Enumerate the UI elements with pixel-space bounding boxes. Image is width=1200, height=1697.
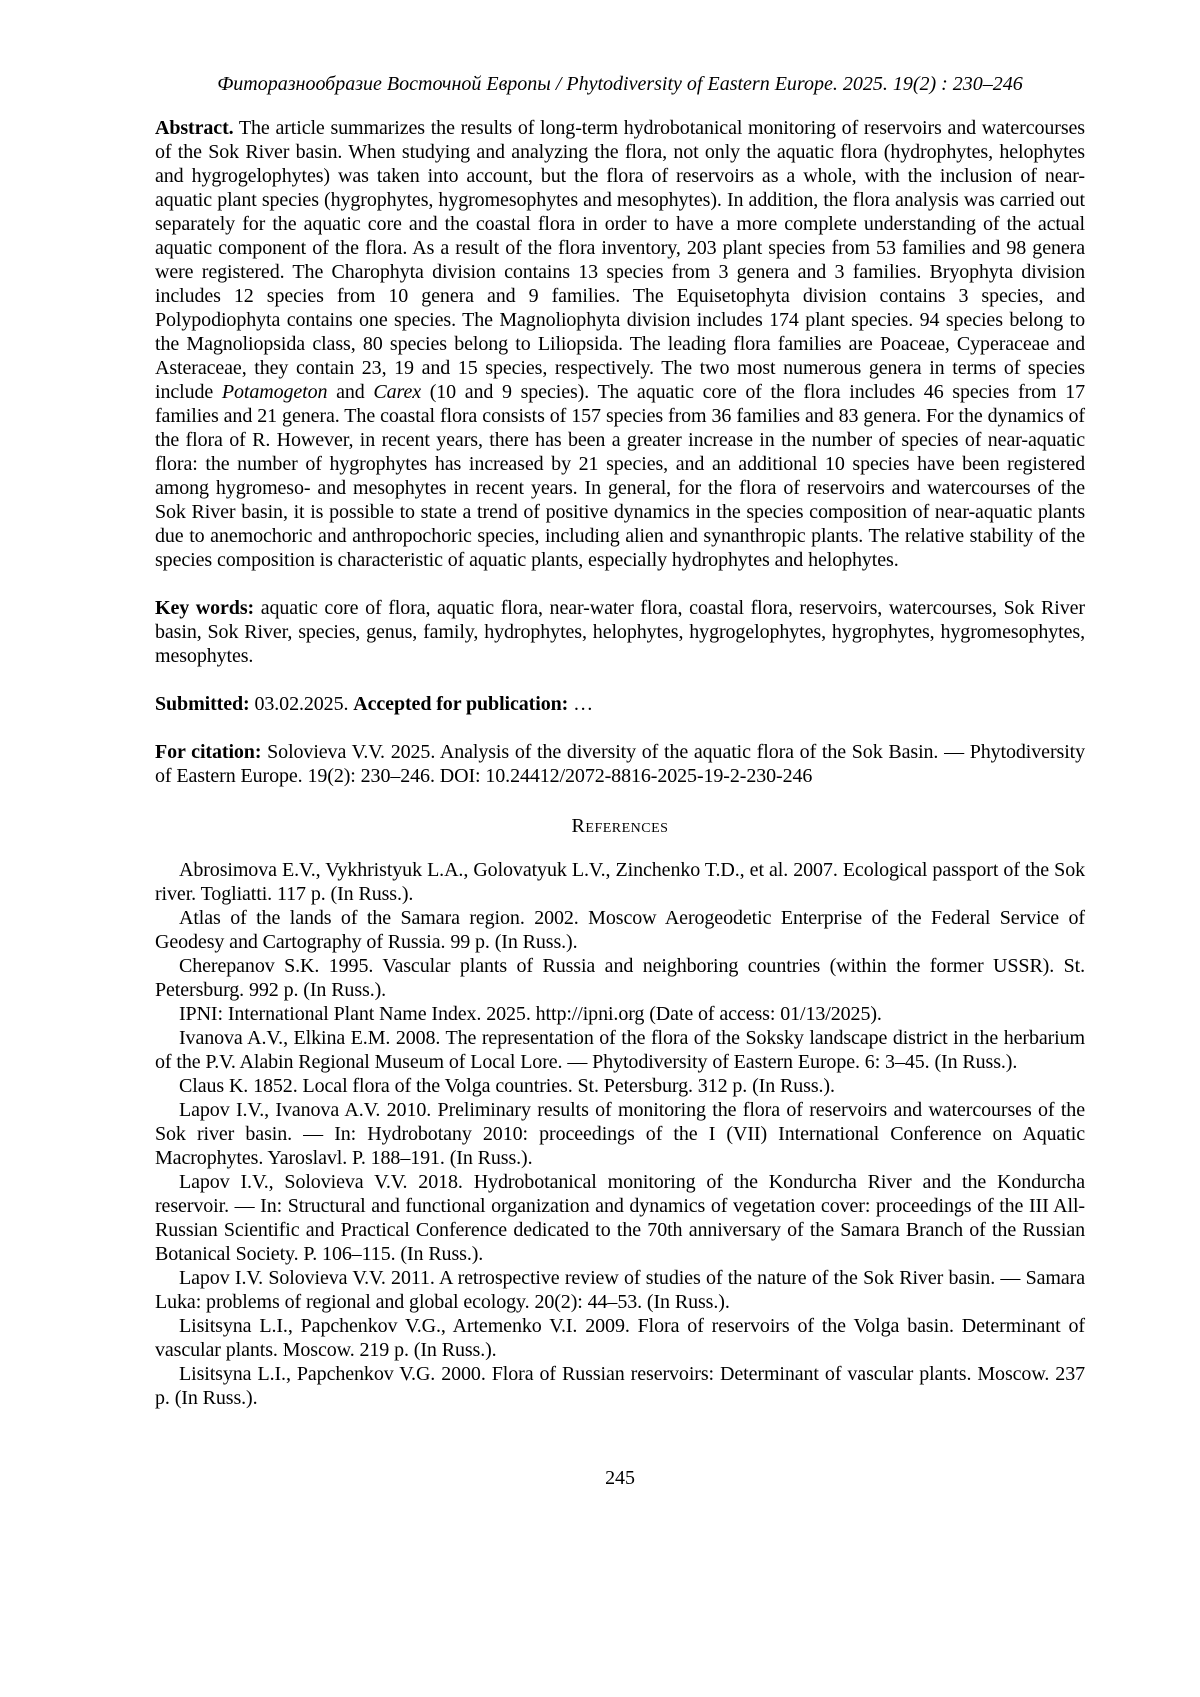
accepted-label: Accepted for publication: [353, 693, 569, 715]
reference-item: Lapov I.V. Solovieva V.V. 2011. A retrospective review of studies of the nature of the Sok River basin. — Samara Luka: problems of regional and global ecology. 20(2): 44–53. (In Russ.). [155, 1267, 1085, 1313]
running-head: Фиторазнообразие Восточной Европы / Phytodiversity of Eastern Europe. 2025. 19(2) : 230–246 [217, 73, 1023, 95]
reference-item: Abrosimova E.V., Vykhristyuk L.A., Golovatyuk L.V., Zinchenko T.D., et al. 2007. Ecological passport of the Sok river. Togliatti. 117 p. (In Russ.). [155, 859, 1085, 905]
abstract-text-3: (10 and 9 species). The aquatic core of the flora includes 46 species from 17 families and 21 genera. The coastal flora consists of 157 species from 36 families and 83 genera. For the dynamics of the flora of R. However, in recent years, there has been a greater increase in the number of species of near-aquatic flora: the number of hygrophytes has increased by 21 species, and an additional 10 species have been registered among hygromeso- and mesophytes in recent years. In general, for the flora of reservoirs and watercourses of the Sok River basin, it is possible to state a trend of positive dynamics in the species composition of near-aquatic plants due to anemochoric and anthropochoric species, including alien and synanthropic plants. The relative stability of the species composition is characteristic of aquatic plants, especially hydrophytes and helophytes. [155, 381, 1085, 571]
reference-item: Lapov I.V., Solovieva V.V. 2018. Hydrobotanical monitoring of the Kondurcha River and the Kondurcha reservoir. — In: Structural and functional organization and dynamics of vegetation cover: proceedings of the III All-Russian Scientific and Practical Conference dedicated to the 70th anniversary of the Samara Branch of the Russian Botanical Society. P. 106–115. (In Russ.). [155, 1171, 1085, 1265]
abstract-paragraph [155, 116, 1085, 572]
reference-item: Ivanova A.V., Elkina E.M. 2008. The representation of the flora of the Soksky landscape district in the herbarium of the P.V. Alabin Regional Museum of Local Lore. — Phytodiversity of Eastern Europe. 6: 3–45. (In Russ.). [155, 1027, 1085, 1073]
keywords-text: aquatic core of flora, aquatic flora, near-water flora, coastal flora, reservoirs, watercourses, Sok River basin, Sok River, species, genus, family, hydrophytes, helophytes, hygrogelophytes, hygrophytes, hygromesophytes, mesophytes. [155, 597, 1085, 667]
keywords-label: Key words: [155, 597, 255, 619]
abstract-text-1: The article summarizes the results of long-term hydrobotanical monitoring of reservoirs and watercourses of the Sok River basin. When studying and analyzing the flora, not only the aquatic flora (hydrophytes, helophytes and hygrogelophytes) was taken into account, but the flora of reservoirs as a whole, with the inclusion of near-aquatic plant species (hygrophytes, hygromesophytes and mesophytes). In addition, the flora analysis was carried out separately for the aquatic core and the coastal flora in order to have a more complete understanding of the actual aquatic component of the flora. As a result of the flora inventory, 203 plant species from 53 families and 98 genera were registered. The Charophyta division contains 13 species from 3 genera and 3 families. Bryophyta division includes 12 species from 10 genera and 9 families. The Equisetophyta division contains 3 species, and Polypodiophyta contains one species. The Magnoliophyta division includes 174 plant species. 94 species belong to the Magnoliopsida class, 80 species belong to Liliopsida. The leading flora families are Poaceae, Cyperaceae and Asteraceae, they contain 23, 19 and 15 species, respectively. The two most numerous genera in terms of species include [155, 117, 1085, 403]
citation-paragraph [155, 740, 1085, 788]
references-heading: References [571, 815, 669, 837]
abstract-genus-carex: Carex [373, 381, 422, 403]
citation-text: Solovieva V.V. 2025. Analysis of the diversity of the aquatic flora of the Sok Basin. — Phytodiversity of Eastern Europe. 19(2): 230–246. DOI: 10.24412/2072-8816-2025-19-2-230-246 [155, 741, 1086, 787]
reference-item: IPNI: International Plant Name Index. 2025. http://ipni.org (Date of access: 01/13/2025). [179, 1003, 882, 1025]
reference-item: Claus K. 1852. Local flora of the Volga countries. St. Petersburg. 312 p. (In Russ.). [179, 1075, 835, 1097]
reference-item: Lisitsyna L.I., Papchenkov V.G. 2000. Flora of Russian reservoirs: Determinant of vascular plants. Moscow. 237 p. (In Russ.). [155, 1363, 1085, 1409]
abstract-label: Abstract. [155, 117, 234, 139]
keywords-paragraph [155, 596, 1085, 668]
references-list [155, 858, 1085, 1410]
submitted-label: Submitted: [155, 693, 250, 715]
abstract-text-2: and [327, 381, 374, 403]
submitted-paragraph [155, 692, 1085, 716]
reference-item: Cherepanov S.K. 1995. Vascular plants of Russia and neighboring countries (within the former USSR). St. Petersburg. 992 p. (In Russ.). [155, 955, 1085, 1001]
citation-label: For citation: [155, 741, 262, 763]
page-number: 245 [605, 1467, 635, 1489]
reference-item: Lisitsyna L.I., Papchenkov V.G., Artemenko V.I. 2009. Flora of reservoirs of the Volga basin. Determinant of vascular plants. Moscow. 219 p. (In Russ.). [155, 1315, 1085, 1361]
submitted-date: 03.02.2025. [249, 693, 354, 715]
reference-item: Atlas of the lands of the Samara region. 2002. Moscow Aerogeodetic Enterprise of the Federal Service of Geodesy and Cartography of Russia. 99 p. (In Russ.). [155, 907, 1085, 953]
reference-item: Lapov I.V., Ivanova A.V. 2010. Preliminary results of monitoring the flora of reservoirs and watercourses of the Sok river basin. — In: Hydrobotany 2010: proceedings of the I (VII) International Conference on Aquatic Macrophytes. Yaroslavl. P. 188–191. (In Russ.). [155, 1099, 1085, 1169]
abstract-genus-potamogeton: Potamogeton [221, 381, 328, 403]
accepted-value: … [568, 693, 593, 715]
